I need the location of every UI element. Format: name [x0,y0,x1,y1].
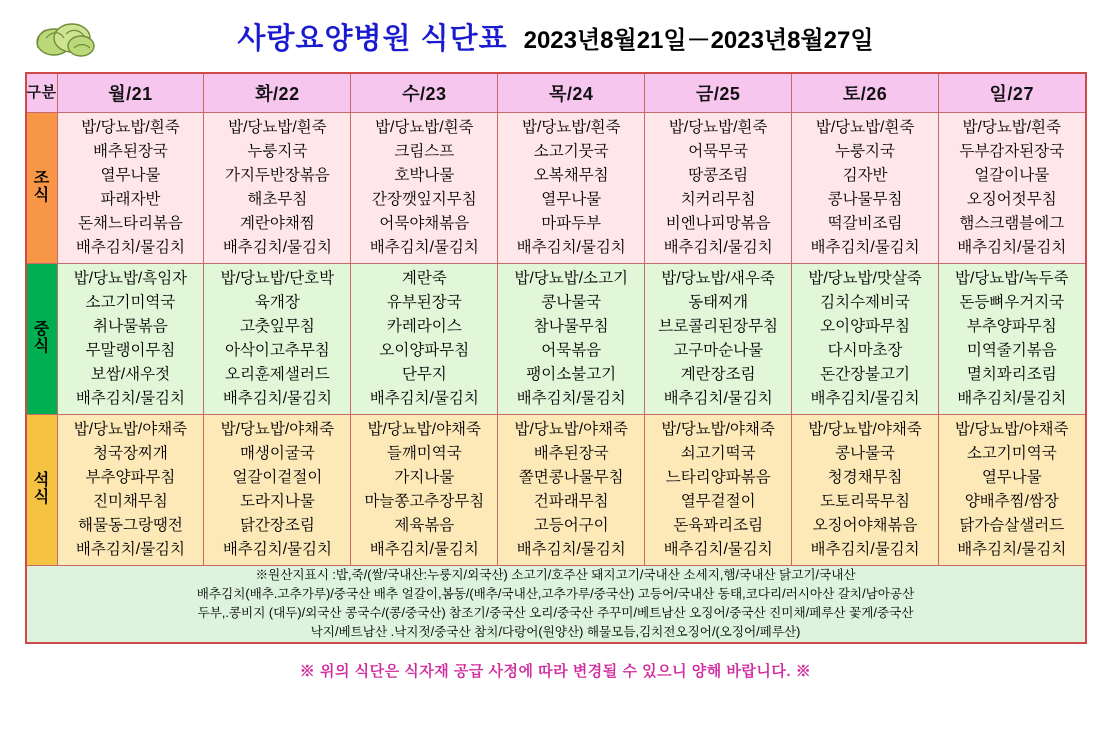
menu-line: 밥/당뇨밥/야채죽 [955,420,1069,438]
menu-line: 열무나물 [100,166,161,184]
menu-line: 돈채느타리볶음 [78,215,183,233]
cell-lunch-wed [351,264,498,415]
menu-line: 해물동그랑땡전 [78,517,183,535]
menu-line: 열무나물 [541,191,602,208]
menu-line: 쫄면콩나물무침 [518,468,624,486]
menu-line: 참나물무침 [533,317,609,335]
menu-line: 밥/당뇨밥/야채죽 [73,420,188,438]
menu-line: 배추김치/물김치 [663,390,773,408]
menu-line: 밥/당뇨밥/맛살죽 [808,269,922,287]
menu-line: 배추된장국 [533,444,609,462]
menu-line: 배추김치/물김치 [663,239,773,257]
menu-line: 닭가슴살샐러드 [959,517,1065,535]
menu-line: 밥/당뇨밥/흰죽 [81,118,180,136]
menu-line: 취나물볶음 [93,317,168,335]
cell-dinner-sat [792,415,939,566]
menu-line: 열무나물 [981,468,1042,486]
menu-line: 오징어야채볶음 [812,517,918,535]
cell-breakfast-fri [645,113,792,264]
menu-line: 콩나물무침 [827,191,903,208]
menu-line: 단무지 [401,366,447,384]
menu-line: 고구마순나물 [673,342,764,359]
menu-line: 배추된장국 [93,142,168,160]
menu-line: 진미채무침 [93,493,168,510]
menu-line: 두부감자된장국 [959,142,1065,160]
menu-line: 배추김치/물김치 [369,390,479,408]
menu-line: 밥/당뇨밥/야채죽 [661,420,775,438]
column-header-fri: 금/25 [645,73,792,113]
menu-line: 배추김치/물김치 [516,390,626,408]
menu-line: 들깨미역국 [386,444,462,462]
table-body [26,113,1086,643]
menu-line: 누룽지국 [247,142,308,160]
menu-line: 오이양파무침 [820,317,910,335]
menu-line: 마늘쫑고추장무침 [364,493,485,510]
menu-line: 비엔나피망볶음 [665,215,771,233]
menu-line: 콩나물국 [541,293,602,311]
menu-line: 오이양파무침 [379,342,470,359]
menu-line: 가지두반장볶음 [224,166,330,184]
menu-line: 육개장 [254,293,300,311]
cell-lunch-mon [57,264,204,415]
menu-line: 밥/당뇨밥/흰죽 [375,118,474,136]
cell-dinner-thu [498,415,645,566]
menu-line: 김자반 [842,166,888,184]
menu-line: 햄스크램블에그 [959,215,1065,233]
menu-line: 양배추찜/쌈장 [964,493,1059,510]
menu-line: 열무겉절이 [680,493,756,510]
cell-dinner-fri [645,415,792,566]
menu-line: 밥/당뇨밥/소고기 [514,269,628,287]
menu-line: 청국장찌개 [93,444,168,462]
menu-line: 배추김치/물김치 [222,239,332,257]
table-row-origin [26,566,1086,643]
table-row-lunch [26,264,1086,415]
menu-line: 밥/당뇨밥/흰죽 [228,118,327,136]
menu-line: 배추김치/물김치 [810,239,920,257]
menu-line: 소고기미역국 [85,293,176,311]
table-row-dinner [26,415,1086,566]
menu-line: 파래자반 [100,191,161,208]
column-header-sun: 일/27 [939,73,1086,113]
menu-line: 배추김치/물김치 [957,390,1067,408]
menu-line: 가지나물 [394,468,455,486]
origin-line: 배추김치(배추.고추가루)/중국산 배추 얼갈이,봄동/(배추/국내산,고추가루/중국산) 고등어/국내산 동태,코다리/러시아산 갈치/남아공산 [196,586,915,601]
cell-breakfast-mon [57,113,204,264]
menu-line: 고등어구이 [533,517,609,535]
menu-line: 오리훈제샐러드 [224,366,330,384]
menu-line: 밥/당뇨밥/단호박 [220,269,335,287]
menu-line: 땅콩조림 [688,166,749,184]
column-header-mon: 월/21 [57,73,204,113]
row-label-lunch: 중식 [26,264,58,415]
menu-table [25,72,1087,644]
menu-line: 카레라이스 [386,317,462,335]
menu-line: 밥/당뇨밥/흑임자 [73,269,188,287]
origin-note [26,566,1086,643]
menu-line: 고춧잎무침 [239,317,315,335]
menu-line: 밥/당뇨밥/흰죽 [522,118,621,136]
menu-line: 간장깻잎지무침 [371,191,477,208]
menu-line: 콩나물국 [835,444,896,462]
menu-line: 돈간장불고기 [820,366,910,384]
menu-line: 밥/당뇨밥/야채죽 [367,420,482,438]
menu-line: 호박나물 [394,166,455,184]
menu-line: 제육볶음 [394,517,455,535]
cell-breakfast-tue [204,113,351,264]
column-header-sat: 토/26 [792,73,939,113]
menu-line: 밥/당뇨밥/야채죽 [220,420,335,438]
origin-line: 두부,.콩비지 (대두)/외국산 콩국수/(콩/중국산) 참조기/중국산 오리/중국산 주꾸미/베트남산 오징어/중국산 진미채/페루산 꽃게/중국산 [197,605,914,620]
menu-line: 배추김치/물김치 [810,541,920,559]
cell-dinner-tue [204,415,351,566]
origin-line: 낙지/베트남산 .낙지젓/중국산 참치/다랑어(원양산) 해물모듬,김치전오징어/(오징어/페루산) [310,624,801,639]
menu-line: 멸치꽈리조림 [966,366,1057,384]
menu-line: 배추김치/물김치 [75,239,186,257]
menu-line: 밥/당뇨밥/야채죽 [514,420,628,438]
menu-line: 팽이소불고기 [526,366,617,384]
menu-line: 아삭이고추무침 [224,342,330,359]
menu-line: 크림스프 [394,142,455,160]
cell-breakfast-sun [939,113,1086,264]
cell-dinner-mon [57,415,204,566]
table-row-breakfast [26,113,1086,264]
menu-line: 김치수제비국 [820,293,910,311]
menu-line: 계란죽 [401,269,447,287]
cell-breakfast-thu [498,113,645,264]
menu-line: 배추김치/물김치 [369,239,479,257]
menu-line: 도토리묵무침 [820,493,910,510]
menu-line: 배추김치/물김치 [222,541,332,559]
menu-line: 보쌈/새우젓 [90,366,171,384]
menu-line: 치커리무침 [680,191,756,208]
menu-line: 돈등뼈우거지국 [959,293,1065,311]
page-title: 사랑요양병원 식단표 [237,22,508,55]
menu-line: 얼갈이나물 [974,166,1050,184]
menu-line: 동태찌개 [688,293,749,311]
menu-line: 유부된장국 [386,293,462,311]
cell-dinner-wed [351,415,498,566]
menu-line: 마파두부 [541,215,602,233]
menu-line: 쇠고기떡국 [680,444,756,462]
menu-line: 어묵야채볶음 [379,215,470,233]
menu-line: 청경채무침 [827,468,903,486]
menu-line: 배추김치/물김치 [75,390,186,408]
menu-line: 누룽지국 [835,142,896,160]
date-range: 2023년8월21일－2023년8월27일 [523,26,874,54]
menu-line: 배추김치/물김치 [222,390,332,408]
menu-line: 떡갈비조림 [827,215,903,233]
menu-line: 밥/당뇨밥/녹두죽 [955,269,1069,287]
cell-dinner-sun [939,415,1086,566]
title-wrap [237,16,873,57]
menu-line: 계란야채찜 [239,215,315,233]
header-row [26,73,1086,113]
cabbage-icon [34,18,98,60]
column-header-tue: 화/22 [204,73,351,113]
footer-note: ※ 위의 식단은 식자재 공급 사정에 따라 변경될 수 있으니 양해 바랍니다. ※ [299,662,812,680]
menu-line: 해초무침 [247,191,308,208]
menu-line: 밥/당뇨밥/야채죽 [808,420,922,438]
cell-breakfast-sat [792,113,939,264]
menu-line: 도라지나물 [239,493,315,510]
menu-line: 밥/당뇨밥/흰죽 [815,118,915,136]
cell-breakfast-wed [351,113,498,264]
menu-line: 느타리양파볶음 [665,468,771,486]
menu-line: 오복채무침 [533,166,609,184]
cell-lunch-thu [498,264,645,415]
menu-line: 밥/당뇨밥/새우죽 [661,269,775,287]
menu-line: 돈육꽈리조림 [673,517,764,535]
cell-lunch-tue [204,264,351,415]
menu-line: 미역줄기볶음 [966,342,1057,359]
menu-line: 얼갈이겉절이 [232,468,323,486]
menu-line: 오징어젓무침 [966,191,1057,208]
menu-line: 배추김치/물김치 [369,541,479,559]
menu-line: 부추양파무침 [85,468,176,486]
menu-line: 밥/당뇨밥/흰죽 [668,118,768,136]
origin-line: ※원산지표시 :밥,죽/(쌀/국내산:누룽지/외국산) 소고기/호주산 돼지고기/국내산 소세지,햄/국내산 닭고기/국내산 [255,568,856,582]
menu-line: 건파래무침 [533,493,609,510]
menu-line: 무말랭이무침 [85,342,176,359]
menu-line: 배추김치/물김치 [663,541,773,559]
menu-line: 배추김치/물김치 [516,541,626,559]
menu-line: 다시마초장 [827,342,903,359]
menu-line: 소고기미역국 [966,444,1057,462]
column-header-thu: 목/24 [498,73,645,113]
menu-line: 배추김치/물김치 [810,390,920,408]
menu-line: 어묵볶음 [541,342,602,359]
menu-line: 계란장조림 [680,366,756,384]
menu-line: 부추양파무침 [966,317,1057,335]
menu-line: 어묵무국 [688,142,749,160]
cell-lunch-sun [939,264,1086,415]
menu-line: 배추김치/물김치 [75,541,186,559]
row-label-breakfast: 조식 [26,113,58,264]
table-head [26,73,1086,113]
menu-line: 배추김치/물김치 [957,541,1067,559]
cell-lunch-sat [792,264,939,415]
menu-line: 닭간장조림 [239,517,315,535]
column-header-wed: 수/23 [351,73,498,113]
menu-line: 매생이굴국 [239,444,315,462]
menu-line: 배추김치/물김치 [516,239,626,257]
page-header [0,0,1111,72]
menu-line: 브로콜리된장무침 [658,317,779,335]
cell-lunch-fri [645,264,792,415]
menu-line: 밥/당뇨밥/흰죽 [962,118,1061,136]
corner-label [26,73,58,113]
menu-line: 소고기뭇국 [533,142,609,160]
row-label-dinner: 석식 [26,415,58,566]
menu-line: 배추김치/물김치 [957,239,1067,257]
corner-text: 구분 [26,84,57,102]
